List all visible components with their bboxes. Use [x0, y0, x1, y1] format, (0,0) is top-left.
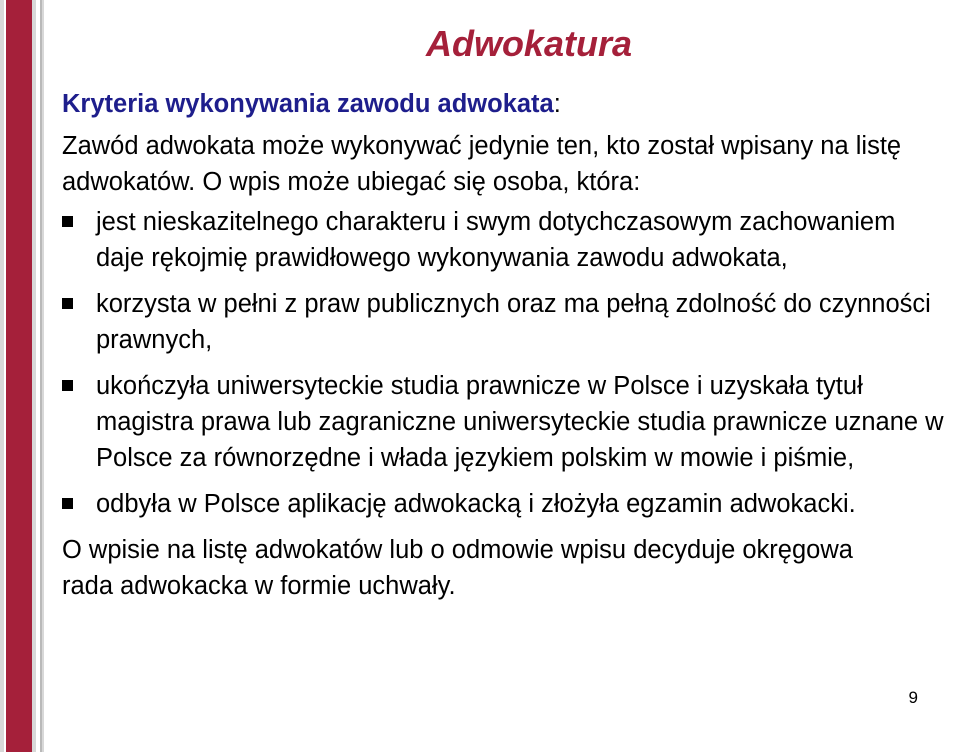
list-item [62, 286, 947, 358]
square-bullet-icon [62, 298, 73, 309]
criteria-heading: Kryteria wykonywania zawodu adwokata [62, 90, 554, 118]
page-number: 9 [908, 688, 918, 707]
requirement-text: jest nieskazitelnego charakteru i swym dotychczasowym zachowaniem daje rękojmię prawidłowego wykonywania zawodu adwokata, [96, 208, 896, 272]
list-item [62, 204, 947, 276]
slide-content [62, 86, 947, 604]
requirement-text: odbyła w Polsce aplikację adwokacką i złożyła egzamin adwokacki. [96, 490, 856, 518]
requirement-text: ukończyła uniwersyteckie studia prawnicze w Polsce i uzyskała tytuł magistra prawa lub zagraniczne uniwersyteckie studia prawnicze uznane w Polsce za równorzędne i włada językiem polskim w mowie i piśmie, [96, 372, 944, 472]
criteria-colon: : [553, 90, 561, 118]
requirement-text: korzysta w pełni z praw publicznych oraz ma pełną zdolność do czynności prawnych, [96, 290, 931, 354]
side-accent-bar [6, 0, 32, 752]
intro-paragraph: Zawód adwokata może wykonywać jedynie ten, kto został wpisany na listę adwokatów. O wpis może ubiegać się osoba, która: [62, 132, 902, 196]
square-bullet-icon [62, 216, 73, 227]
side-divider-line [40, 0, 42, 752]
square-bullet-icon [62, 380, 73, 391]
criteria-heading-line [62, 86, 947, 122]
side-stripe-decoration [0, 0, 44, 752]
conclusion-paragraph: O wpisie na listę adwokatów lub o odmowie wpisu decyduje okręgowa rada adwokacka w formie uchwały. [62, 536, 853, 600]
requirements-list [62, 204, 947, 522]
list-item [62, 368, 947, 476]
slide-title: Adwokatura [425, 23, 632, 64]
list-item [62, 486, 947, 522]
square-bullet-icon [62, 498, 73, 509]
